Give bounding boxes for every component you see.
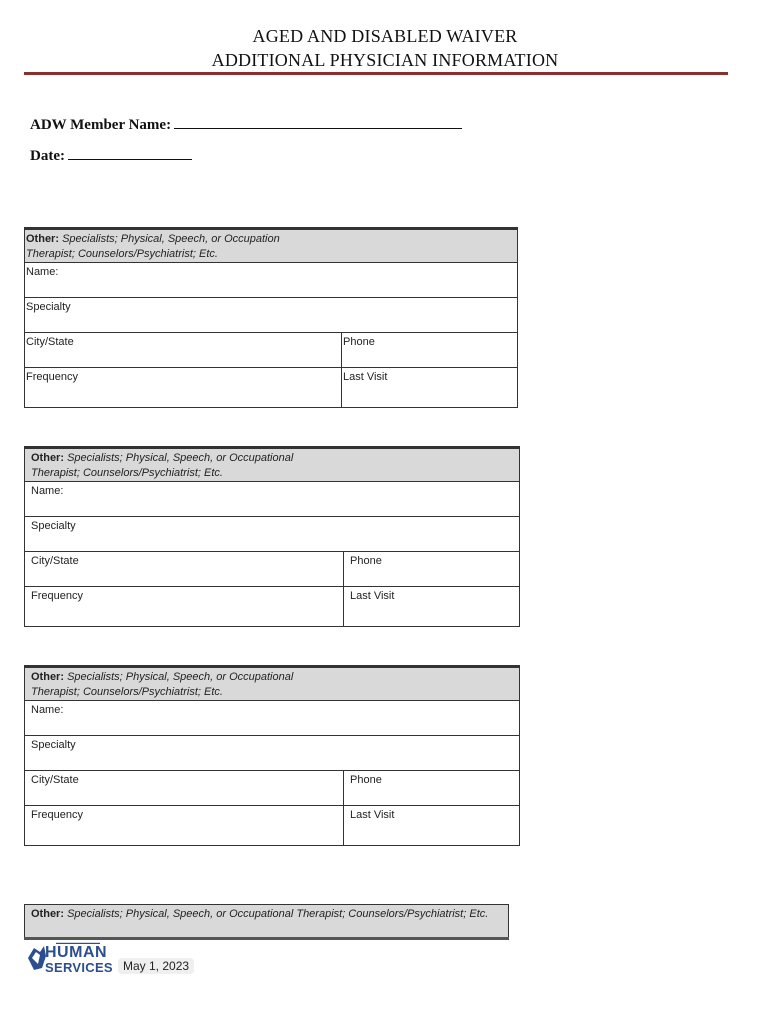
header-bold: Other:	[26, 233, 59, 245]
header-line1: Specialists; Physical, Speech, or Occupational	[67, 452, 294, 464]
frequency-label: Frequency	[31, 590, 83, 602]
header-bold: Other:	[31, 671, 64, 683]
frequency-cell[interactable]	[25, 806, 344, 846]
city-state-label: City/State	[26, 336, 74, 348]
section-header	[25, 905, 509, 939]
header-line1: Specialists; Physical, Speech, or Occupational Therapist; Counselors/Psychiatrist; Etc.	[67, 908, 489, 920]
name-cell[interactable]	[25, 263, 518, 298]
last-visit-cell[interactable]	[342, 368, 518, 408]
date-field	[30, 145, 192, 165]
name-label: Name:	[26, 266, 59, 278]
specialty-cell[interactable]	[25, 298, 518, 333]
frequency-label: Frequency	[31, 809, 83, 821]
specialty-label: Specialty	[31, 520, 76, 532]
section-header	[25, 667, 520, 701]
last-visit-label: Last Visit	[343, 371, 388, 383]
city-state-cell[interactable]	[25, 552, 344, 587]
header-bold: Other:	[31, 452, 64, 464]
last-visit-label: Last Visit	[350, 809, 395, 821]
frequency-label: Frequency	[26, 371, 78, 383]
physician-section-3	[24, 665, 520, 846]
last-visit-label: Last Visit	[350, 590, 395, 602]
phone-label: Phone	[350, 774, 382, 786]
physician-section-4	[24, 904, 509, 940]
phone-label: Phone	[350, 555, 382, 567]
city-state-label: City/State	[31, 774, 79, 786]
phone-cell[interactable]	[344, 552, 520, 587]
logo-word-services: SERVICES	[45, 960, 113, 975]
document-title: AGED AND DISABLED WAIVER	[252, 26, 518, 46]
date-label: Date:	[30, 148, 65, 164]
section-header	[25, 448, 520, 482]
physician-section-2	[24, 446, 520, 627]
logo-wordmark	[45, 945, 113, 975]
city-state-label: City/State	[31, 555, 79, 567]
name-cell[interactable]	[25, 701, 520, 736]
specialty-label: Specialty	[26, 301, 71, 313]
revision-date: May 1, 2023	[118, 958, 194, 974]
logo-word-human: HUMAN	[45, 944, 108, 961]
specialty-cell[interactable]	[25, 736, 520, 771]
header-rule	[24, 72, 728, 75]
city-state-cell[interactable]	[25, 771, 344, 806]
logo-state-dept-text: ▬▬▬▬▬▬▬▬▬▬▬	[56, 940, 100, 945]
phone-label: Phone	[343, 336, 375, 348]
phone-cell[interactable]	[342, 333, 518, 368]
header-line1: Specialists; Physical, Speech, or Occupational	[67, 671, 294, 683]
specialty-label: Specialty	[31, 739, 76, 751]
section-header	[25, 229, 518, 263]
header-line2: Therapist; Counselors/Psychiatrist; Etc.	[31, 467, 223, 479]
name-cell[interactable]	[25, 482, 520, 517]
name-label: Name:	[31, 485, 64, 497]
date-input[interactable]	[68, 145, 192, 160]
name-label: Name:	[31, 704, 64, 716]
physician-section-1	[24, 227, 518, 408]
member-name-label: ADW Member Name:	[30, 117, 172, 133]
frequency-cell[interactable]	[25, 587, 344, 627]
document-subtitle: ADDITIONAL PHYSICIAN INFORMATION	[211, 50, 559, 70]
phone-cell[interactable]	[344, 771, 520, 806]
member-name-input[interactable]	[174, 114, 462, 129]
specialty-cell[interactable]	[25, 517, 520, 552]
header-line2: Therapist; Counselors/Psychiatrist; Etc.	[26, 248, 218, 260]
header-line1: Specialists; Physical, Speech, or Occupation	[62, 233, 280, 245]
header-line2: Therapist; Counselors/Psychiatrist; Etc.	[31, 686, 223, 698]
header-bold: Other:	[31, 908, 64, 920]
last-visit-cell[interactable]	[344, 806, 520, 846]
frequency-cell[interactable]	[25, 368, 342, 408]
last-visit-cell[interactable]	[344, 587, 520, 627]
member-name-field	[30, 114, 462, 134]
city-state-cell[interactable]	[25, 333, 342, 368]
